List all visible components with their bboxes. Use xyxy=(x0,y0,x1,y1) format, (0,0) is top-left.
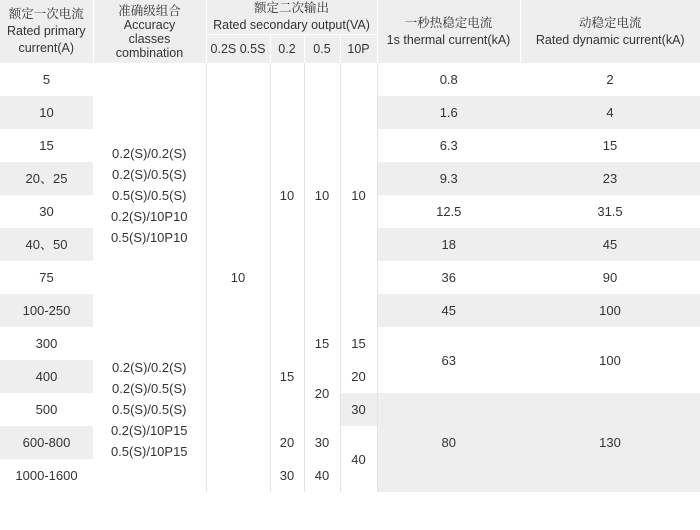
thermal-current-cell: 9.3 xyxy=(377,162,520,195)
header-thermal-current: 一秒热稳定电流 1s thermal current(kA) xyxy=(377,0,520,63)
subheader-02s-05s: 0.2S 0.5S xyxy=(206,35,270,64)
header-dynamic-current: 动稳定电流 Rated dynamic current(kA) xyxy=(520,0,700,63)
dynamic-current-cell: 100 xyxy=(599,352,621,368)
output-10p-cell: 15 xyxy=(340,327,377,360)
thermal-current-cell: 0.8 xyxy=(439,72,458,87)
output-02-cell: 10 xyxy=(270,63,304,327)
dynamic-current-cell: 100 xyxy=(520,294,700,327)
thermal-current-cell: 1.6 xyxy=(377,96,520,129)
subheader-10p: 10P xyxy=(340,35,377,64)
thermal-current-cell: 18 xyxy=(377,228,520,261)
dynamic-current-cell: 15 xyxy=(602,138,618,153)
primary-current-cell: 30 xyxy=(39,204,54,219)
primary-current-cell: 15 xyxy=(39,138,54,153)
header-accuracy-classes: 准确级组合 Accuracy classes combination xyxy=(93,0,206,63)
header-secondary-output: 额定二次输出 Rated secondary output(VA) xyxy=(206,0,377,35)
accuracy-combinations-group-1: 0.2(S)/0.2(S) 0.2(S)/0.5(S) 0.5(S)/0.5(S) 0.2(S)/10P10 0.5(S)/10P10 xyxy=(93,63,206,327)
thermal-current-cell: 45 xyxy=(377,294,520,327)
primary-current-cell: 300 xyxy=(35,336,58,351)
primary-current-cell: 600-800 xyxy=(0,426,93,459)
output-05-cell: 40 xyxy=(304,459,340,492)
primary-current-cell: 1000-1600 xyxy=(15,468,78,483)
subheader-05: 0.5 xyxy=(304,35,340,64)
header-primary-current: 额定一次电流 Rated primary current(A) xyxy=(0,0,93,63)
thermal-current-cell: 6.3 xyxy=(439,138,458,153)
output-10p-cell: 10 xyxy=(340,63,377,327)
subheader-02: 0.2 xyxy=(270,35,304,64)
dynamic-current-cell: 90 xyxy=(602,270,618,285)
output-05-cell: 15 xyxy=(304,327,340,360)
dynamic-current-cell: 23 xyxy=(520,162,700,195)
primary-current-cell: 20、25 xyxy=(0,162,93,195)
dynamic-current-cell: 2 xyxy=(606,72,614,87)
output-05-cell: 20 xyxy=(304,360,340,426)
output-10p-cell: 40 xyxy=(340,426,377,492)
dynamic-current-cell: 130 xyxy=(520,393,700,492)
output-02-cell: 15 xyxy=(270,327,304,426)
output-02-cell: 20 xyxy=(270,426,304,459)
thermal-current-cell: 63 xyxy=(441,352,456,368)
output-02s-05s-cell: 10 xyxy=(206,63,270,492)
output-10p-cell: 20 xyxy=(340,360,377,393)
output-02-cell: 30 xyxy=(270,459,304,492)
table-row xyxy=(0,63,700,96)
thermal-current-cell: 80 xyxy=(377,393,520,492)
dynamic-current-cell: 31.5 xyxy=(597,204,623,219)
dynamic-current-cell: 45 xyxy=(520,228,700,261)
primary-current-cell: 100-250 xyxy=(0,294,93,327)
thermal-current-cell: 36 xyxy=(441,270,456,285)
thermal-current-cell: 12.5 xyxy=(436,204,462,219)
primary-current-cell: 75 xyxy=(39,270,54,285)
output-05-cell: 10 xyxy=(304,63,340,327)
dynamic-current-cell: 4 xyxy=(520,96,700,129)
output-10p-cell: 30 xyxy=(340,393,377,426)
primary-current-cell: 5 xyxy=(42,72,51,87)
accuracy-combinations-group-2: 0.2(S)/0.2(S) 0.2(S)/0.5(S) 0.5(S)/0.5(S) 0.2(S)/10P15 0.5(S)/10P15 xyxy=(93,327,206,492)
table-row xyxy=(0,327,700,360)
primary-current-cell: 400 xyxy=(0,360,93,393)
primary-current-cell: 500 xyxy=(35,402,58,417)
primary-current-cell: 40、50 xyxy=(0,228,93,261)
output-05-cell: 30 xyxy=(304,426,340,459)
primary-current-cell: 10 xyxy=(0,96,93,129)
